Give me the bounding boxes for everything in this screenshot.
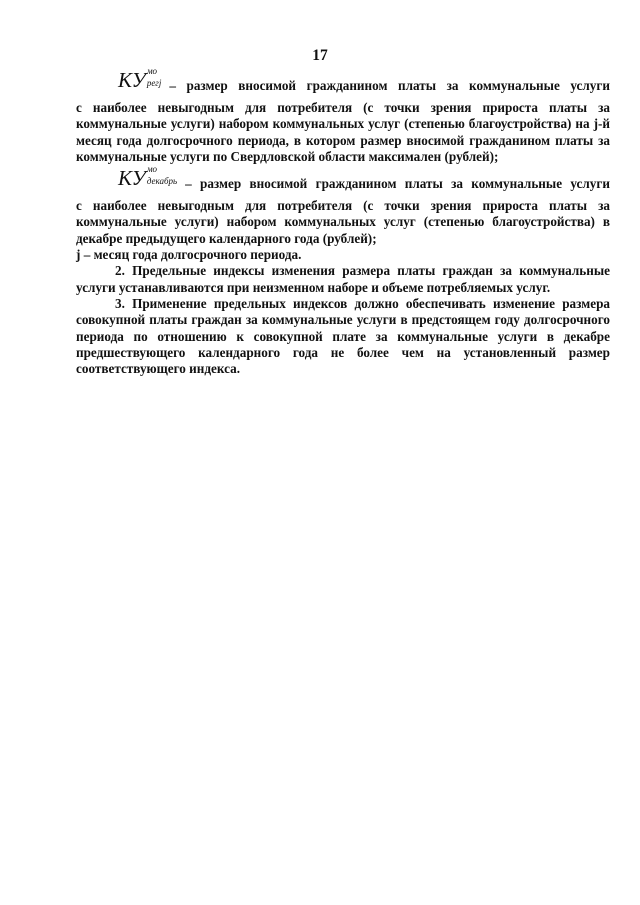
definition-text: с наиболее невыгодным для потребителя (с точки зрения прироста платы за коммунальные услуги) набором коммунальных услуг (степенью благоустройства) на j-й месяц года долгосрочного периода, в котором размер вносимой гражданином платы за коммунальные услуги по Свердловской области максимален (рублей); [76,100,610,164]
formula-line [76,66,610,100]
definition-text: с наиболее невыгодным для потребителя (с точки зрения прироста платы за коммунальные услуги) набором коммунальных услуг (степенью благоустройства) в декабре предыдущего календарного года (рублей); [76,198,610,246]
formula-symbol: КУ мо регj [118,66,162,92]
paragraph-2: 2. Предельные индексы изменения размера платы граждан за коммунальные услуги устанавливаются при неизменном наборе и объеме потребляемых услуг. [76,263,610,295]
formula-superscript: мо [146,66,158,76]
definition-first-line: – размер вносимой гражданином платы за коммунальные услуги [185,176,610,192]
definition-block [76,66,610,165]
j-definition: j – месяц года долгосрочного периода. [76,247,302,263]
formula-line [76,164,610,198]
definition-block [76,164,610,247]
paragraph-3: 3. Применение предельных индексов должно обеспечивать изменение размера совокупной платы граждан за коммунальные услуги в предстоящем году долгосрочного периода по отношению к совокупной плате за коммунальные услуги в декабре предшествующего календарного года не более чем на установленный размер соответствующего индекса. [76,295,610,377]
page-number: 17 [312,47,328,64]
formula-superscript: мо [146,164,158,175]
formula-subscript: декабрь [146,176,178,187]
formula-subscript: регj [146,78,162,88]
formula-symbol: КУ мо декабрь [118,164,178,191]
document-body [76,66,610,377]
definition-first-line: – размер вносимой гражданином платы за коммунальные услуги [169,78,610,93]
